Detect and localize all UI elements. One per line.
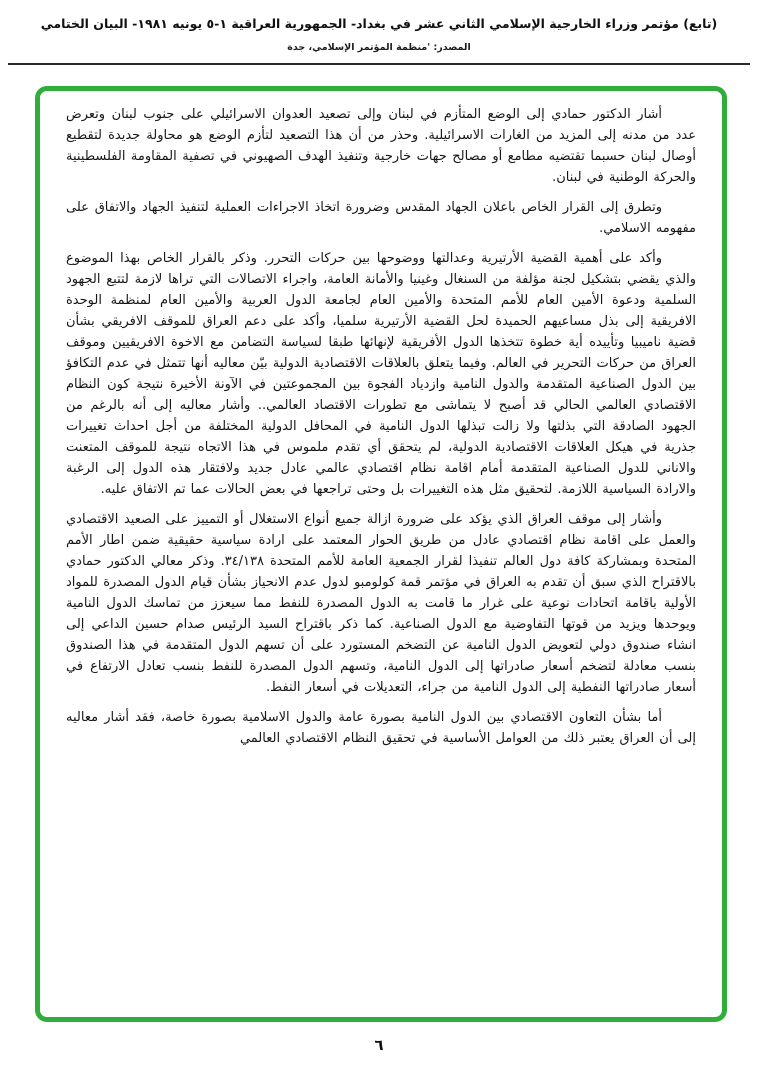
body-paragraph: أما بشأن التعاون الاقتصادي بين الدول النامية بصورة عامة والدول الاسلامية بصورة خاصة، فقد أشار معاليه إلى أن العراق يعتبر ذلك من العوامل الأساسية في تحقيق النظام الاقتصادي العالمي <box>66 710 696 746</box>
header-divider <box>8 63 750 65</box>
page-number: ٦ <box>374 1036 384 1054</box>
body-paragraph: وأشار إلى موقف العراق الذي يؤكد على ضرورة ازالة جميع أنواع الاستغلال أو التمييز على الصعيد الاقتصادي والعمل على اقامة نظام اقتصادي عادل من طريق الحوار المعتمد على ارادة سياسية حقيقية ضمن اطار الأمم المتحدة وبمشاركة كافة دول العالم تنفيذا لقرار الجمعية العامة للأمم المتحدة ٣٤/١٣٨. وذكر معالي الدكتور حمادي بالاقتراح الذي سبق أن تقدم به العراق في مؤتمر قمة كولومبو لدول عدم الانحياز بشأن قيام الدول المصدرة للمواد الأولية باقامة اتحادات نوعية على غرار ما قامت به الدول المصدرة للنفط مما سيعزز من تماسك الدول النامية ويوحدها ويزيد من قوتها التفاوضية مع الدول الصناعية. كما ذكر باقتراح السيد الرئيس صدام حسين الداعي إلى انشاء صندوق دولي لتعويض الدول النامية عن التضخم المستورد على أن تسهم الدول المتقدمة في هذا الصندوق بنسب معادلة لتضخم أسعار صادراتها إلى الدول النامية، وتسهم الدول المصدرة للنفط بنسب تعادل الارتفاع في أسعار صادراتها النفطية إلى الدول النامية من جراء، التعديلات في أسعار النفط. <box>66 512 696 695</box>
green-frame <box>35 86 727 1022</box>
body-paragraph: وتطرق إلى القرار الخاص باعلان الجهاد المقدس وضرورة اتخاذ الاجراءات العملية لتنفيذ الجهاد والاتفاق على مفهومه الاسلامي. <box>66 200 696 236</box>
document-source-line: المصدر: 'منظمة المؤتمر الإسلامي، جدة <box>287 42 471 53</box>
document-title: (تابع) مؤتمر وزراء الخارجية الإسلامي الثاني عشر في بغداد- الجمهورية العراقية ١-٥ يونيه ١٩٨١- البيان الختامي <box>40 16 718 31</box>
body-paragraph: وأكد على أهمية القضية الأرتيرية وعدالتها ووضوحها بين حركات التحرر. وذكر بالقرار الخاص بهذا الموضوع والذي يقضي بتشكيل لجنة مؤلفة من السنغال وغينيا والأمانة العامة، واجراء الاتصالات التي تراها لازمة لتتبع الجهود السلمية ودعوة الأمين العام للأمم المتحدة والأمين العام لجامعة الدول العربية والأمين العام لمنظمة الوحدة الافريقية إلى بذل مساعيهم الحميدة لحل القضية الأرتيرية سلميا، وأكد على دعم العراق للموقف الافريقي بشأن قضية ناميبيا وتأييده أية خطوة تتخذها الدول الأفريقية لإنهائها طبقا لسياسة التضامن مع الاخوة الافريقيين وموقف العراق من حركات التحرير في العالم. وفيما يتعلق بالعلاقات الاقتصادية الدولية بيّن معاليه أنها تتمثل في عدم التكافؤ بين الدول الصناعية المتقدمة والدول النامية وازدياد الفجوة بين المجموعتين في الآونة الأخيرة نتيجة كون النظام الاقتصادي العالمي الحالي قد أصبح لا يتماشى مع تطورات الاقتصاد العالمي.. وأشار معاليه إلى أنه بالرغم من الجهود الصادقة التي بذلتها ولا زالت تبذلها الدول النامية في المحافل الدولية المختلفة من أجل احداث تغييرات جذرية في هيكل العلاقات الاقتصادية الدولية، لم يتحقق أي تقدم ملموس في هذا الاتجاه نتيجة للموقف المتعنت والاناني للدول الصناعية المتقدمة أمام اقامة نظام اقتصادي عالمي عادل جديد ولافتقار هذه الدول إلى الرغبة والارادة السياسية اللازمة. لتحقيق مثل هذه التغييرات بل وحتى تراجعها في بعض الحالات عما تم الاتفاق عليه. <box>66 251 696 497</box>
body-paragraph: أشار الدكتور حمادي إلى الوضع المتأزم في لبنان وإلى تصعيد العدوان الاسرائيلي على جنوب لبنان وتعرض عدد من مدنه إلى المزيد من الغارات الاسرائيلية. وحذر من أن هذا التصعيد لتأزم الوضع هو محاولة جديدة لتقطيع أوصال لبنان حسبما تقتضيه مطامع أو مصالح جهات خارجية وتنفيذ الهدف الصهيوني في تصفية المقاومة الفلسطينية والحركة الوطنية في لبنان. <box>66 107 696 185</box>
